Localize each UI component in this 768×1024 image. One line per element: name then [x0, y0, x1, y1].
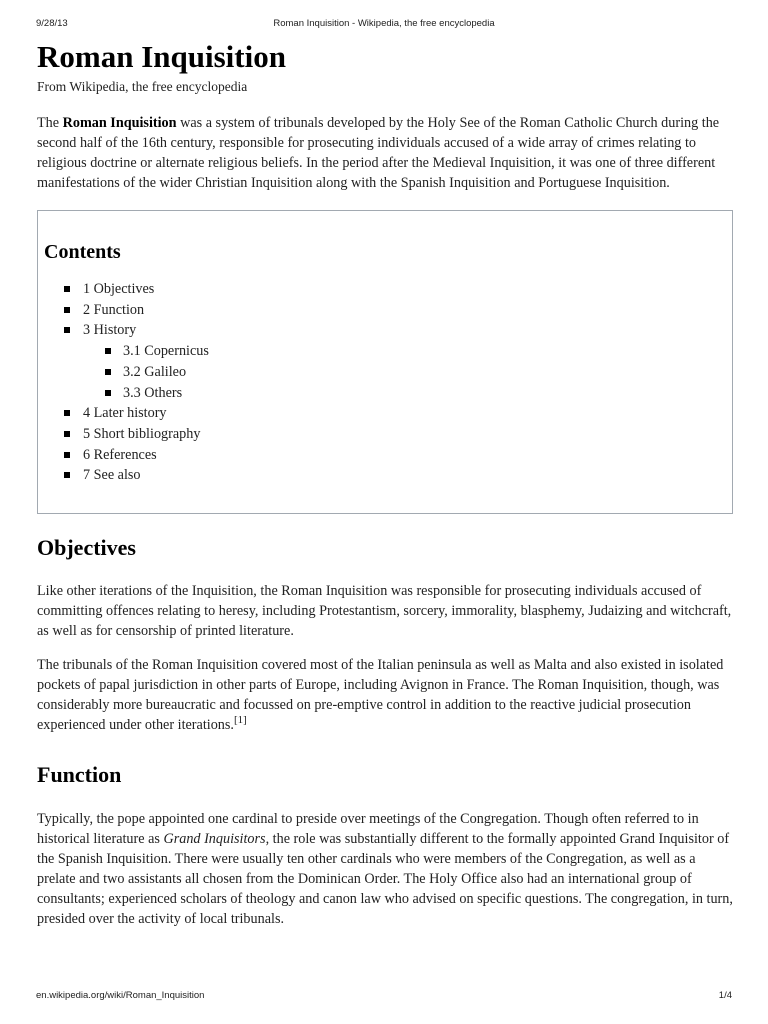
reference-link[interactable]: [1] [233, 714, 247, 726]
intro-paragraph [37, 113, 733, 193]
toc-subitem[interactable]: 3.1 Copernicus [44, 341, 726, 362]
section-heading-objectives: Objectives [37, 535, 136, 560]
bullet-icon [105, 348, 111, 354]
bullet-icon [64, 472, 70, 478]
intro-text: was a system of tribunals developed by the Holy See of the Roman Catholic Church during the second half of the 16th century, responsible for prosecuting individuals accused of a wide array of crimes relating to religious doctrine or alternate religious beliefs. In the period after the Medieval Inquisition, it was one of three different manifestations of the wider Christian Inquisition along with the Spanish Inquisition and Portuguese Inquisition. [37, 115, 720, 191]
toc-item[interactable]: 7 See also [44, 465, 726, 486]
page-title: Roman Inquisition [37, 39, 286, 74]
intro-bold-term: Roman Inquisition [62, 115, 177, 131]
bullet-icon [105, 390, 111, 396]
function-paragraph-1: Typically, the pope appointed one cardinal to preside over meetings of the Congregation. Though often referred to in historical literature as Grand Inquisitors, the role was substantially different to the formally appointed Grand Inquisitor of the Spanish Inquisition. There were usually ten other cardinals who were members of the Congregation, as well as a prelate and two assistants all chosen from the Dominican Order. The Holy Office also had an international group of consultants; experienced scholars of theology and canon law who advised on specific questions. The congregation, in turn, presided over the activity of local tribunals. [37, 811, 733, 927]
bullet-icon [64, 452, 70, 458]
toc-subitem[interactable]: 3.3 Others [44, 383, 726, 404]
article-content [37, 38, 733, 929]
bullet-icon [64, 327, 70, 333]
toc-item[interactable]: 1 Objectives [44, 279, 726, 300]
bullet-icon [64, 410, 70, 416]
toc-title: Contents [44, 241, 121, 263]
toc-subitem[interactable]: 3.2 Galileo [44, 362, 726, 383]
print-date: 9/28/13 [36, 18, 68, 29]
toc-item[interactable]: 3 History 3.1 Copernicus 3.2 Galileo 3.3 Others [44, 320, 726, 403]
toc-list [44, 279, 726, 486]
bullet-icon [64, 431, 70, 437]
toc-sublist [83, 341, 726, 403]
table-of-contents [37, 210, 733, 514]
print-url: en.wikipedia.org/wiki/Roman_Inquisition [36, 990, 205, 1001]
intro-lead: The [37, 115, 63, 131]
toc-item[interactable]: 4 Later history [44, 403, 726, 424]
print-page-number: 1/4 [718, 990, 732, 1001]
toc-item[interactable]: 5 Short bibliography [44, 424, 726, 445]
bullet-icon [105, 369, 111, 375]
print-footer [36, 990, 732, 1004]
print-page-title: Roman Inquisition - Wikipedia, the free encyclopedia [273, 18, 495, 29]
print-header [36, 18, 732, 32]
objectives-paragraph-1: Like other iterations of the Inquisition, the Roman Inquisition was responsible for prosecuting individuals accused of committing offences relating to heresy, including Protestantism, sorcery, immorality, blasphemy, Judaizing and witchcraft, as well as for censorship of printed literature. [37, 583, 732, 639]
objectives-paragraph-2: The tribunals of the Roman Inquisition covered most of the Italian peninsula as well as Malta and also existed in isolated pockets of papal jurisdiction in other parts of Europe, including Avignon in France. The Roman Inquisition, though, was considerably more bureaucratic and focussed on pre-emptive control in addition to the reactive judicial prosecution experienced under other iterations.[1] [37, 657, 724, 733]
italic-term: Grand Inquisitors [163, 831, 266, 847]
site-tagline: From Wikipedia, the free encyclopedia [37, 79, 248, 94]
bullet-icon [64, 307, 70, 313]
toc-item[interactable]: 6 References [44, 445, 726, 466]
toc-item[interactable]: 2 Function [44, 300, 726, 321]
bullet-icon [64, 286, 70, 292]
section-heading-function: Function [37, 762, 122, 787]
